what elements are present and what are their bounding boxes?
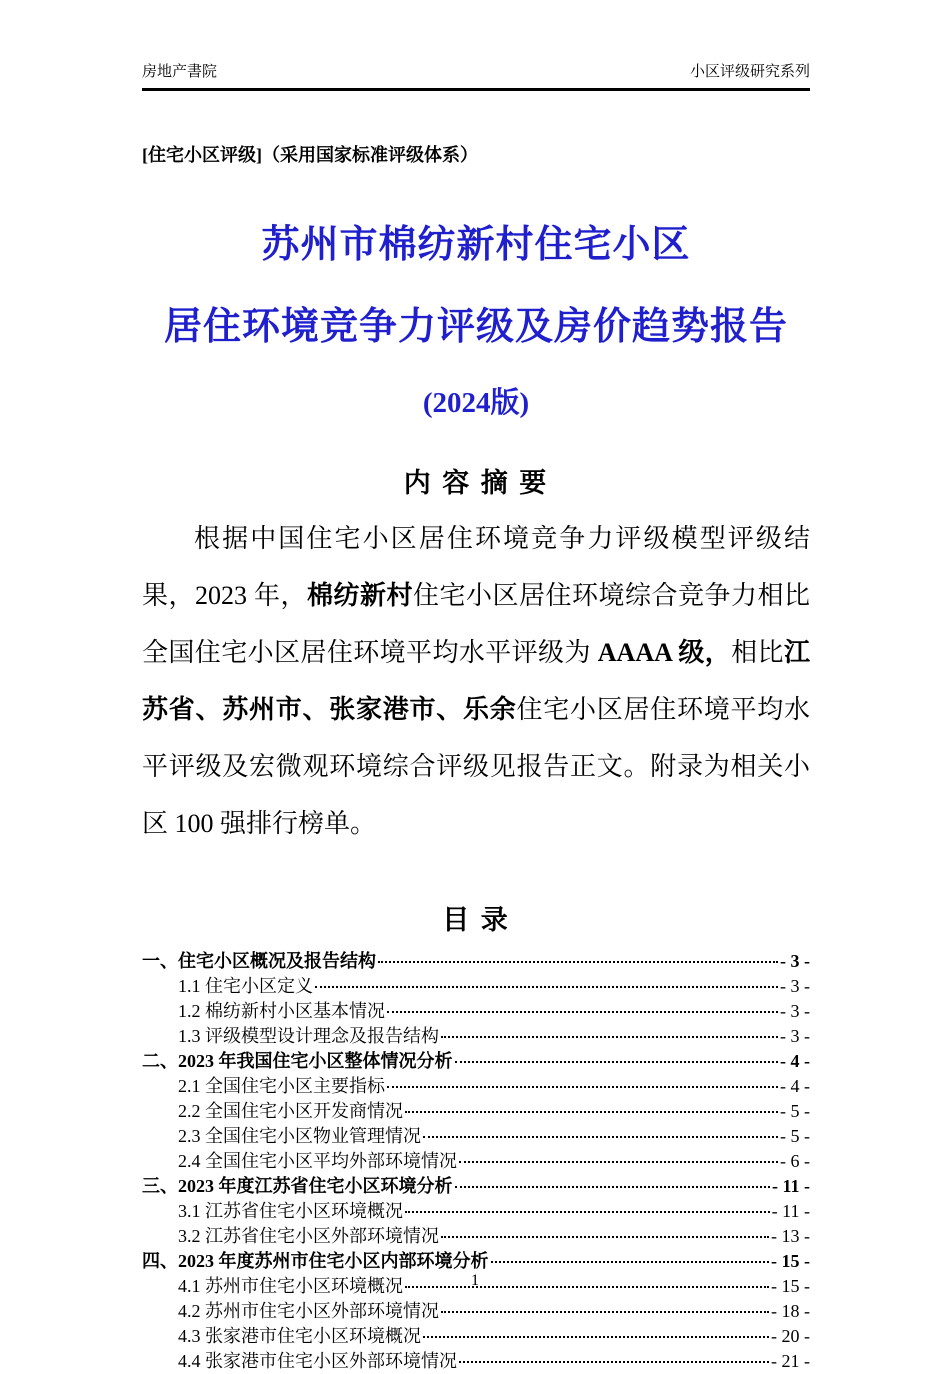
- toc-entry-label: 4.4 张家港市住宅小区外部环境情况: [178, 1351, 457, 1371]
- toc-leader-dots: [455, 1061, 779, 1063]
- toc-entry[interactable]: [142, 1149, 810, 1174]
- abstract-segment: 根据中国住宅小区居住环境竞争力评级模型评级结果，2023 年，: [142, 524, 810, 610]
- abstract-segment: 相比: [731, 638, 784, 667]
- toc-entry-label: 2.3 全国住宅小区物业管理情况: [178, 1126, 421, 1146]
- toc-entry[interactable]: [142, 1099, 810, 1124]
- toc-entry[interactable]: [142, 1299, 810, 1324]
- toc-entry-page: - 15 -: [771, 1276, 810, 1296]
- toc-entry-page: - 13 -: [771, 1226, 810, 1246]
- toc-entry-page: - 5 -: [780, 1126, 810, 1146]
- toc-entry-page: - 3 -: [780, 951, 810, 971]
- toc-entry[interactable]: [142, 1324, 810, 1349]
- toc-entry-page: - 11 -: [772, 1176, 810, 1196]
- toc-leader-dots: [455, 1186, 771, 1188]
- toc-entry-page: - 20 -: [771, 1326, 810, 1346]
- toc-leader-dots: [441, 1236, 769, 1238]
- header-left-text: 房地产書院: [142, 63, 218, 80]
- toc-leader-dots: [459, 1361, 769, 1363]
- report-title-line1: 苏州市棉纺新村住宅小区: [261, 224, 691, 266]
- toc-entry-label: 1.1 住宅小区定义: [178, 976, 313, 996]
- toc-entry-label: 2.4 全国住宅小区平均外部环境情况: [178, 1151, 457, 1171]
- toc-entry[interactable]: [142, 949, 810, 974]
- toc-entry-label: 4.1 苏州市住宅小区环境概况: [178, 1276, 403, 1296]
- abstract-segment-bold: AAAA 级，: [597, 638, 732, 667]
- toc-entry-page: - 18 -: [771, 1301, 810, 1321]
- toc-leader-dots: [441, 1036, 778, 1038]
- abstract-segment-bold: 江苏省、苏州市、张家港市、乐余: [142, 638, 810, 724]
- toc-entry[interactable]: [142, 1249, 810, 1274]
- toc-entry-label: 三、2023 年度江苏省住宅小区环境分析: [142, 1176, 453, 1196]
- toc-leader-dots: [405, 1111, 778, 1113]
- abstract-segment-bold: 棉纺新村: [307, 581, 413, 610]
- toc-entry-page: - 3 -: [780, 976, 810, 996]
- abstract-segment: 住宅小区居住环境平均水平评级及宏微观环境综合评级见报告正文。附录为相关小区 100 强排行榜单。: [142, 695, 810, 838]
- toc-entry-label: 四、2023 年度苏州市住宅小区内部环境分析: [142, 1251, 489, 1271]
- toc-entry[interactable]: [142, 1349, 810, 1374]
- toc-entry-page: - 6 -: [780, 1151, 810, 1171]
- toc-entry[interactable]: [142, 974, 810, 999]
- toc-entry-page: - 3 -: [780, 1026, 810, 1046]
- toc-leader-dots: [315, 986, 778, 988]
- toc-entry-label: 2.1 全国住宅小区主要指标: [178, 1076, 385, 1096]
- toc-entry-page: - 5 -: [780, 1101, 810, 1121]
- toc-entry-label: 4.3 张家港市住宅小区环境概况: [178, 1326, 421, 1346]
- abstract-heading: 内 容 摘 要: [403, 468, 549, 498]
- report-edition: (2024版): [422, 387, 530, 419]
- toc-entry-label: 二、2023 年我国住宅小区整体情况分析: [142, 1051, 453, 1071]
- toc-leader-dots: [378, 961, 778, 963]
- toc-entry-label: 2.2 全国住宅小区开发商情况: [178, 1101, 403, 1121]
- abstract-paragraph: [142, 510, 810, 852]
- toc-entry[interactable]: [142, 1199, 810, 1224]
- toc-entry[interactable]: [142, 1049, 810, 1074]
- toc-leader-dots: [405, 1211, 770, 1213]
- report-tagline: [住宅小区评级]（采用国家标准评级体系）: [142, 145, 478, 165]
- toc-entry-label: 4.2 苏州市住宅小区外部环境情况: [178, 1301, 439, 1321]
- toc-leader-dots: [491, 1261, 770, 1263]
- toc-entry[interactable]: [142, 1074, 810, 1099]
- toc-leader-dots: [387, 1011, 778, 1013]
- abstract-segment: 住宅小区居住环境综合竞争力相比全国住宅小区居住环境平均水平评级为: [142, 581, 810, 667]
- toc-entry[interactable]: [142, 1224, 810, 1249]
- toc-entry-label: 1.2 棉纺新村小区基本情况: [178, 1001, 385, 1021]
- toc-heading: 目 录: [442, 905, 510, 935]
- toc-entry[interactable]: [142, 1174, 810, 1199]
- toc-entry-label: 3.1 江苏省住宅小区环境概况: [178, 1201, 403, 1221]
- toc-entry-page: - 11 -: [771, 1201, 810, 1221]
- toc-leader-dots: [459, 1161, 778, 1163]
- toc-leader-dots: [387, 1086, 778, 1088]
- toc-leader-dots: [423, 1336, 769, 1338]
- toc-entry[interactable]: [142, 1024, 810, 1049]
- report-title-line2: 居住环境竞争力评级及房价趋势报告: [163, 306, 788, 348]
- toc-entry[interactable]: [142, 1124, 810, 1149]
- toc-entry-page: - 3 -: [780, 1001, 810, 1021]
- toc-entry-page: - 4 -: [780, 1076, 810, 1096]
- toc-leader-dots: [441, 1311, 769, 1313]
- page-number: 1: [471, 1272, 479, 1289]
- toc-entry-label: 1.3 评级模型设计理念及报告结构: [178, 1026, 439, 1046]
- toc-entry-page: - 21 -: [771, 1351, 810, 1371]
- page-header: [142, 60, 810, 91]
- toc-entry-label: 一、住宅小区概况及报告结构: [142, 951, 376, 971]
- toc-entry[interactable]: [142, 999, 810, 1024]
- toc-entry-label: 3.2 江苏省住宅小区外部环境情况: [178, 1226, 439, 1246]
- toc-entry-page: - 4 -: [780, 1051, 810, 1071]
- toc-entry-page: - 15 -: [771, 1251, 810, 1271]
- toc-leader-dots: [423, 1136, 778, 1138]
- toc-list: [142, 949, 810, 1374]
- header-right-text: 小区评级研究系列: [689, 63, 810, 80]
